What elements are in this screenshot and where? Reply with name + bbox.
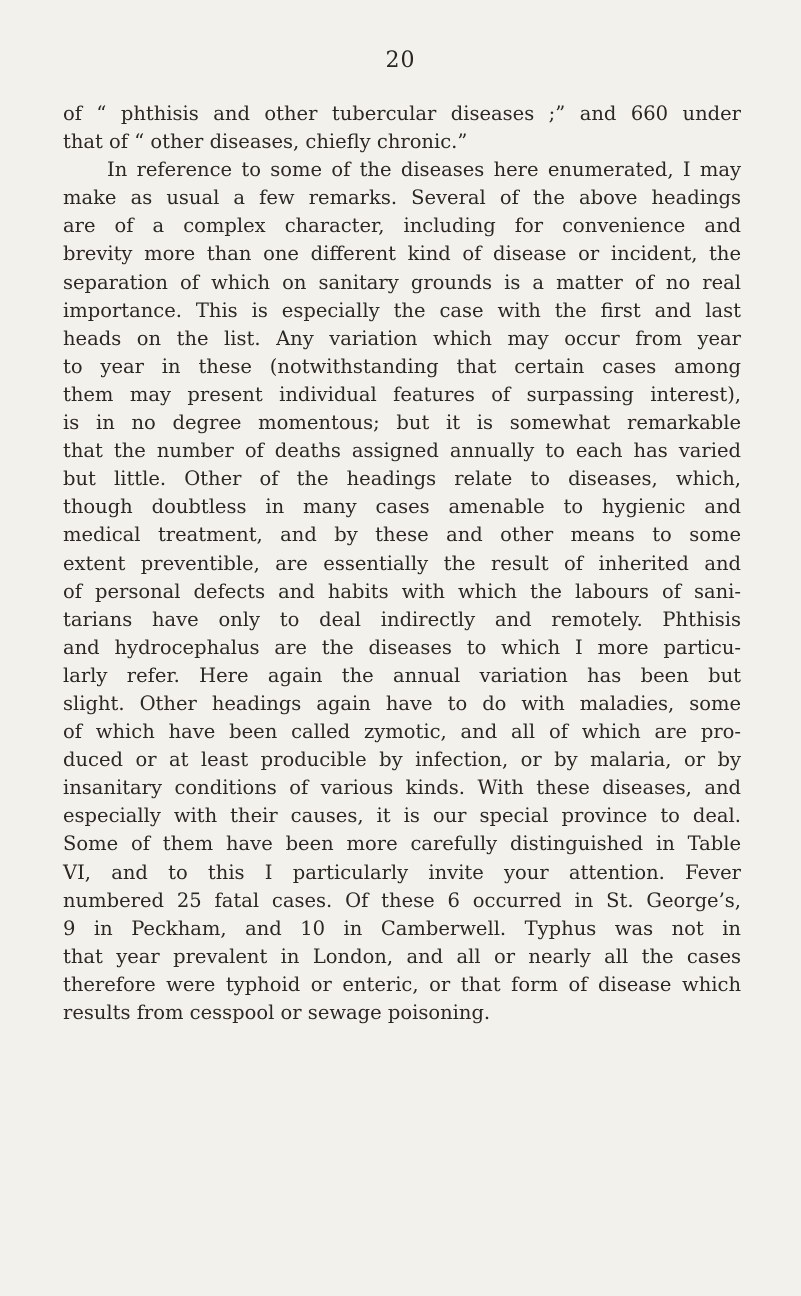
text-line: to year in these (notwithstanding that certain cases among <box>63 354 741 378</box>
text-line: though doubtless in many cases amenable to hygienic and <box>63 495 741 519</box>
text-line: and hydrocephalus are the diseases to which I more particu- <box>63 635 741 659</box>
text-line: 9 in Peckham, and 10 in Camberwell. Typhus was not in <box>63 916 741 940</box>
text-line: make as usual a few remarks. Several of the above headings <box>63 186 741 210</box>
text-line: tarians have only to deal indirectly and remotely. Phthisis <box>63 607 741 631</box>
text-line: them may present individual features of surpassing interest), <box>63 382 741 406</box>
text-line: extent preventible, are essentially the result of inherited and <box>63 551 741 575</box>
text-line: separation of which on sanitary grounds is a matter of no real <box>63 270 741 294</box>
text-line: insanitary conditions of various kinds. With these diseases, and <box>63 776 741 800</box>
text-line: of personal defects and habits with which the labours of sani- <box>63 579 741 603</box>
text-line: Some of them have been more carefully distinguished in Table <box>63 832 741 856</box>
text-line: larly refer. Here again the annual variation has been but <box>63 663 741 687</box>
text-line: importance. This is especially the case with the first and last <box>63 298 741 322</box>
text-line: that of “ other diseases, chiefly chronic.” <box>63 130 468 154</box>
text-line: heads on the list. Any variation which may occur from year <box>63 326 741 350</box>
text-line: of which have been called zymotic, and all of which are pro- <box>63 720 741 744</box>
text-line: VI, and to this I particularly invite your attention. Fever <box>63 860 741 884</box>
text-line: especially with their causes, it is our special province to deal. <box>63 804 741 828</box>
text-line: are of a complex character, including for convenience and <box>63 214 741 238</box>
text-line: of “ phthisis and other tubercular diseases ;” and 660 under <box>63 102 741 125</box>
text-line: results from cesspool or sewage poisoning. <box>63 1001 491 1024</box>
text-line: that year prevalent in London, and all or nearly all the cases <box>63 944 741 968</box>
text-line: that the number of deaths assigned annually to each has varied <box>63 439 741 463</box>
text-line: therefore were typhoid or enteric, or that form of disease which <box>63 972 741 996</box>
text-line: numbered 25 fatal cases. Of these 6 occurred in St. George’s, <box>63 888 741 912</box>
body-text <box>63 100 741 1027</box>
text-line: slight. Other headings again have to do with maladies, some <box>63 691 741 715</box>
text-line: medical treatment, and by these and other means to some <box>63 523 741 547</box>
text-line: is in no degree momentous; but it is somewhat remarkable <box>63 411 741 435</box>
text-line: duced or at least producible by infection, or by malaria, or by <box>63 748 741 772</box>
text-line: but little. Other of the headings relate to diseases, which, <box>63 467 741 491</box>
page-number: 20 <box>385 48 416 73</box>
paragraph-start-line: In reference to some of the diseases here enumerated, I may <box>107 158 741 182</box>
text-line: brevity more than one different kind of disease or incident, the <box>63 242 741 266</box>
